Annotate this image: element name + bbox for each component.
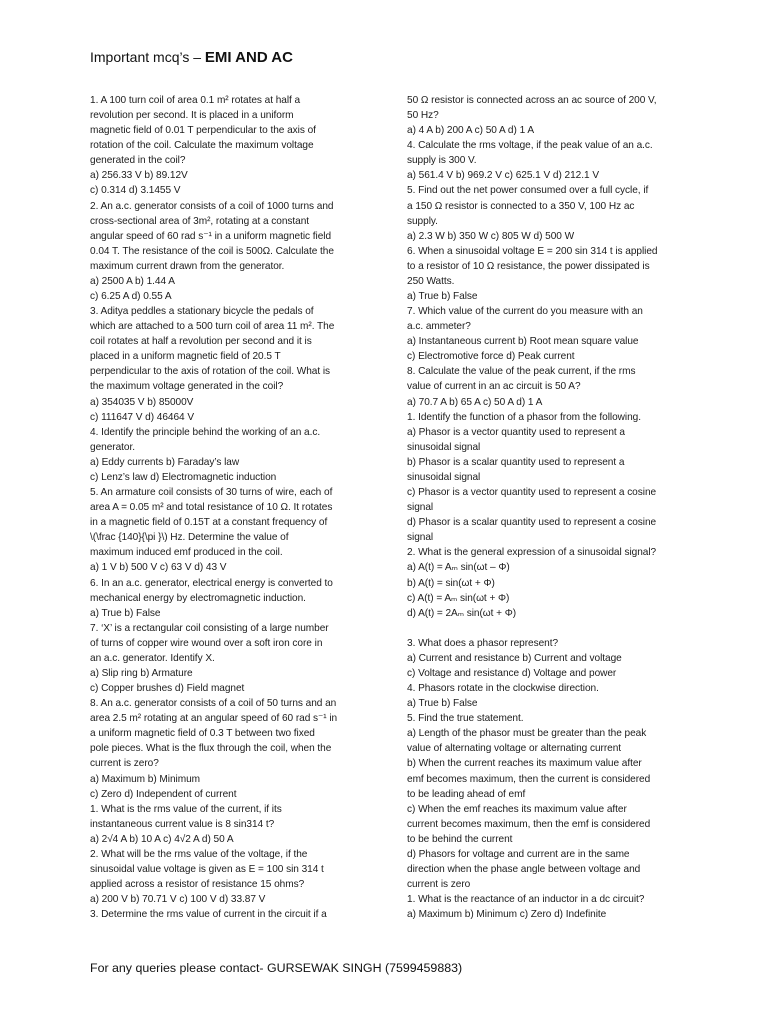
question-text-line: 5. Find the true statement. (407, 713, 524, 725)
question-text-line: 50 Ω resistor is connected across an ac source of 200 V, (407, 95, 657, 106)
question-text-line: a) 70.7 A b) 65 A c) 50 A d) 1 A (407, 396, 543, 408)
question-text-line: c) 111647 V d) 46464 V (90, 411, 195, 423)
question-text-line: 2. What will be the rms value of the voltage, if the (90, 848, 308, 860)
question-text-line: 2. An a.c. generator consists of a coil of 1000 turns and (90, 200, 334, 212)
question-text-line: the maximum voltage generated in the coil? (90, 381, 284, 393)
question-text-line: value of alternating voltage or alternating current (407, 743, 622, 755)
question-text-line: a) Instantaneous current b) Root mean square value (407, 336, 639, 348)
question-text-line: a uniform magnetic field of 0.3 T between two fixed (90, 728, 315, 740)
blank-line (407, 621, 682, 636)
question-text-line: generated in the coil? (90, 155, 186, 167)
question-text-line: b) Phasor is a scalar quantity used to represent a (407, 456, 625, 468)
question-text-line: a) True b) False (90, 607, 161, 619)
question-text-line: a) 561.4 V b) 969.2 V c) 625.1 V d) 212.1 V (407, 170, 599, 182)
question-text-line: 2. What is the general expression of a sinusoidal signal? (407, 547, 657, 559)
question-text-line: maximum current drawn from the generator. (90, 260, 285, 272)
question-text-line: placed in a uniform magnetic field of 20.5 T (90, 351, 281, 363)
question-text-line: d) Phasors for voltage and current are in the same (407, 848, 630, 860)
question-text-line: 8. An a.c. generator consists of a coil of 50 turns and an (90, 698, 337, 710)
question-text-line: a.c. ammeter? (407, 321, 471, 333)
question-text-line: which are attached to a 500 turn coil of area 11 m². The (90, 321, 335, 333)
question-text-line: signal (407, 532, 434, 544)
question-text-line: a) Length of the phasor must be greater than the peak (407, 728, 647, 740)
question-text-line: to be behind the current (407, 833, 513, 845)
question-text-line: a) A(t) = Aₘ sin⁡(ωt – Φ) (407, 562, 510, 574)
question-text-line: magnetic field of 0.01 T perpendicular to the axis of (90, 125, 316, 137)
question-text-line: a) Maximum b) Minimum (90, 773, 200, 785)
question-text-line: a) 200 V b) 70.71 V c) 100 V d) 33.87 V (90, 894, 266, 906)
question-text-line: mechanical energy by electromagnetic induction. (90, 592, 306, 604)
question-text-line: emf becomes maximum, then the current is considered (407, 773, 651, 785)
question-text-line: c) Voltage and resistance d) Voltage and power (407, 667, 617, 679)
question-text-line: maximum induced emf produced in the coil. (90, 547, 283, 559)
question-text-line: 4. Calculate the rms voltage, if the peak value of an a.c. (407, 140, 653, 152)
question-text-line: c) Copper brushes d) Field magnet (90, 683, 245, 695)
question-text-line: 7. ‘X’ is a rectangular coil consisting of a large number (90, 622, 329, 634)
question-text-line: 6. When a sinusoidal voltage E = 200 sin 314 t is applied (407, 245, 658, 257)
question-text-line: instantaneous current value is 8 sin314 t? (90, 818, 275, 830)
left-question-column (90, 93, 368, 922)
question-text-line: d) Phasor is a scalar quantity used to represent a cosine (407, 517, 657, 529)
question-text-line: a) 354035 V b) 85000V (90, 396, 194, 408)
question-text-line: 8. Calculate the value of the peak current, if the rms (407, 366, 636, 378)
question-text-line: c) When the emf reaches its maximum value after (407, 803, 627, 815)
question-text-line: a) 2√4 A b) 10 A c) 4√2 A d) 50 A (90, 833, 234, 845)
question-text-line: c) 6.25 A d) 0.55 A (90, 291, 172, 303)
question-text-line: area A = 0.05 m² and total resistance of 10 Ω. It rotates (90, 502, 333, 514)
title-prefix: Important mcq’s – (90, 49, 205, 65)
question-text-line: 4. Identify the principle behind the working of an a.c. (90, 426, 321, 438)
question-text-line: 6. In an a.c. generator, electrical energy is converted to (90, 577, 333, 589)
question-text-line: a) 1 V b) 500 V c) 63 V d) 43 V (90, 562, 227, 574)
question-text-line: to a resistor of 10 Ω resistance, the power dissipated is (407, 260, 650, 272)
question-text-line: c) Lenz’s law d) Electromagnetic induction (90, 471, 277, 483)
question-text-line: pole pieces. What is the flux through the coil, when the (90, 743, 332, 755)
question-text-line: revolution per second. It is placed in a uniform (90, 110, 294, 122)
page-title (90, 49, 293, 66)
question-text-line: b) A(t) = sin⁡(ωt + Φ) (407, 577, 495, 589)
question-text-line: a) 4 A b) 200 A c) 50 A d) 1 A (407, 125, 535, 137)
question-text-line: current becomes maximum, then the emf is considered (407, 818, 651, 830)
question-text-line: a) Phasor is a vector quantity used to represent a (407, 426, 626, 438)
question-text-line: current is zero (407, 879, 471, 891)
question-text-line: value of current in an ac circuit is 50 A? (407, 381, 581, 393)
contact-footer: For any queries please contact- GURSEWAK SINGH (7599459883) (90, 961, 463, 975)
question-text-line: direction when the phase angle between voltage and (407, 863, 641, 875)
question-text-line: angular speed of 60 rad s⁻¹ in a uniform magnetic field (90, 230, 332, 242)
question-text-line: d) A(t) = 2Aₘ sin⁡(ωt + Φ) (407, 607, 517, 619)
question-text-line: a) Eddy currents b) Faraday’s law (90, 456, 240, 468)
question-text-line: \(\frac {140}{\pi }\) Hz. Determine the value of (90, 532, 289, 544)
question-text-line: area 2.5 m² rotating at an angular speed of 60 rad s⁻¹ in (90, 713, 338, 725)
question-text-line: c) Electromotive force d) Peak current (407, 351, 575, 363)
question-text-line: 1. What is the reactance of an inductor in a dc circuit? (407, 894, 645, 906)
question-text-line: coil rotates at half a revolution per second and it is (90, 336, 312, 348)
question-text-line: in a magnetic field of 0.15T at a constant frequency of (90, 517, 328, 529)
question-text-line: current is zero? (90, 758, 159, 770)
question-text-line: 5. Find out the net power consumed over a full cycle, if (407, 185, 649, 197)
question-text-line: c) A(t) = Aₘ sin⁡(ωt + Φ) (407, 592, 510, 604)
question-text-line: c) Zero d) Independent of current (90, 788, 237, 800)
question-text-line: sinusoidal value voltage is given as E = 100 sin 314 t (90, 863, 324, 875)
right-question-column (407, 93, 682, 922)
question-text-line: signal (407, 502, 434, 514)
question-text-line: to be leading ahead of emf (407, 788, 526, 800)
question-text-line: 50 Hz? (407, 110, 439, 122)
question-text-line: sinusoidal signal (407, 441, 481, 453)
question-text-line: 7. Which value of the current do you measure with an (407, 306, 643, 318)
question-text-line: a) 2500 A b) 1.44 A (90, 275, 175, 287)
question-text-line: 1. A 100 turn coil of area 0.1 m² rotates at half a (90, 95, 301, 106)
question-text-line: 1. What is the rms value of the current, if its (90, 803, 282, 815)
question-text-line: a) True b) False (407, 291, 478, 303)
question-text-line: a) Current and resistance b) Current and voltage (407, 652, 622, 664)
question-text-line: perpendicular to the axis of rotation of the coil. What is (90, 366, 331, 378)
question-text-line: 4. Phasors rotate in the clockwise direction. (407, 683, 599, 695)
question-text-line: applied across a resistor of resistance 15 ohms? (90, 879, 305, 891)
question-text-line: b) When the current reaches its maximum value after (407, 758, 642, 770)
question-text-line: c) 0.314 d) 3.1455 V (90, 185, 181, 197)
question-text-line: 3. Aditya peddles a stationary bicycle the pedals of (90, 306, 314, 318)
question-text-line: 1. Identify the function of a phasor from the following. (407, 411, 641, 423)
question-text-line: a) 2.3 W b) 350 W c) 805 W d) 500 W (407, 230, 575, 242)
question-text-line: c) Phasor is a vector quantity used to represent a cosine (407, 487, 657, 499)
question-text-line: of turns of copper wire wound over a soft iron core in (90, 637, 323, 649)
question-text-line: 3. What does a phasor represent? (407, 637, 559, 649)
question-text-line: a) True b) False (407, 698, 478, 710)
question-text-line: an a.c. generator. Identify X. (90, 652, 215, 664)
question-text-line: 5. An armature coil consists of 30 turns of wire, each of (90, 487, 333, 499)
title-topic: EMI AND AC (204, 49, 293, 66)
question-text-line: 0.04 T. The resistance of the coil is 500Ω. Calculate the (90, 245, 334, 257)
question-text-line: sinusoidal signal (407, 471, 481, 483)
question-text-line: rotation of the coil. Calculate the maximum voltage (90, 140, 314, 152)
question-text-line: a) 256.33 V b) 89.12V (90, 170, 188, 182)
question-text-line: a) Maximum b) Minimum c) Zero d) Indefinite (407, 909, 607, 921)
question-text-line: a 150 Ω resistor is connected to a 350 V, 100 Hz ac (407, 200, 635, 212)
question-text-line: 3. Determine the rms value of current in the circuit if a (90, 909, 327, 921)
question-text-line: a) Slip ring b) Armature (90, 667, 193, 679)
question-text-line: generator. (90, 441, 135, 453)
question-text-line: supply is 300 V. (407, 155, 477, 167)
question-text-line: cross-sectional area of 3m², rotating at a constant (90, 215, 310, 227)
question-text-line: supply. (407, 215, 438, 227)
question-text-line: 250 Watts. (407, 275, 455, 287)
